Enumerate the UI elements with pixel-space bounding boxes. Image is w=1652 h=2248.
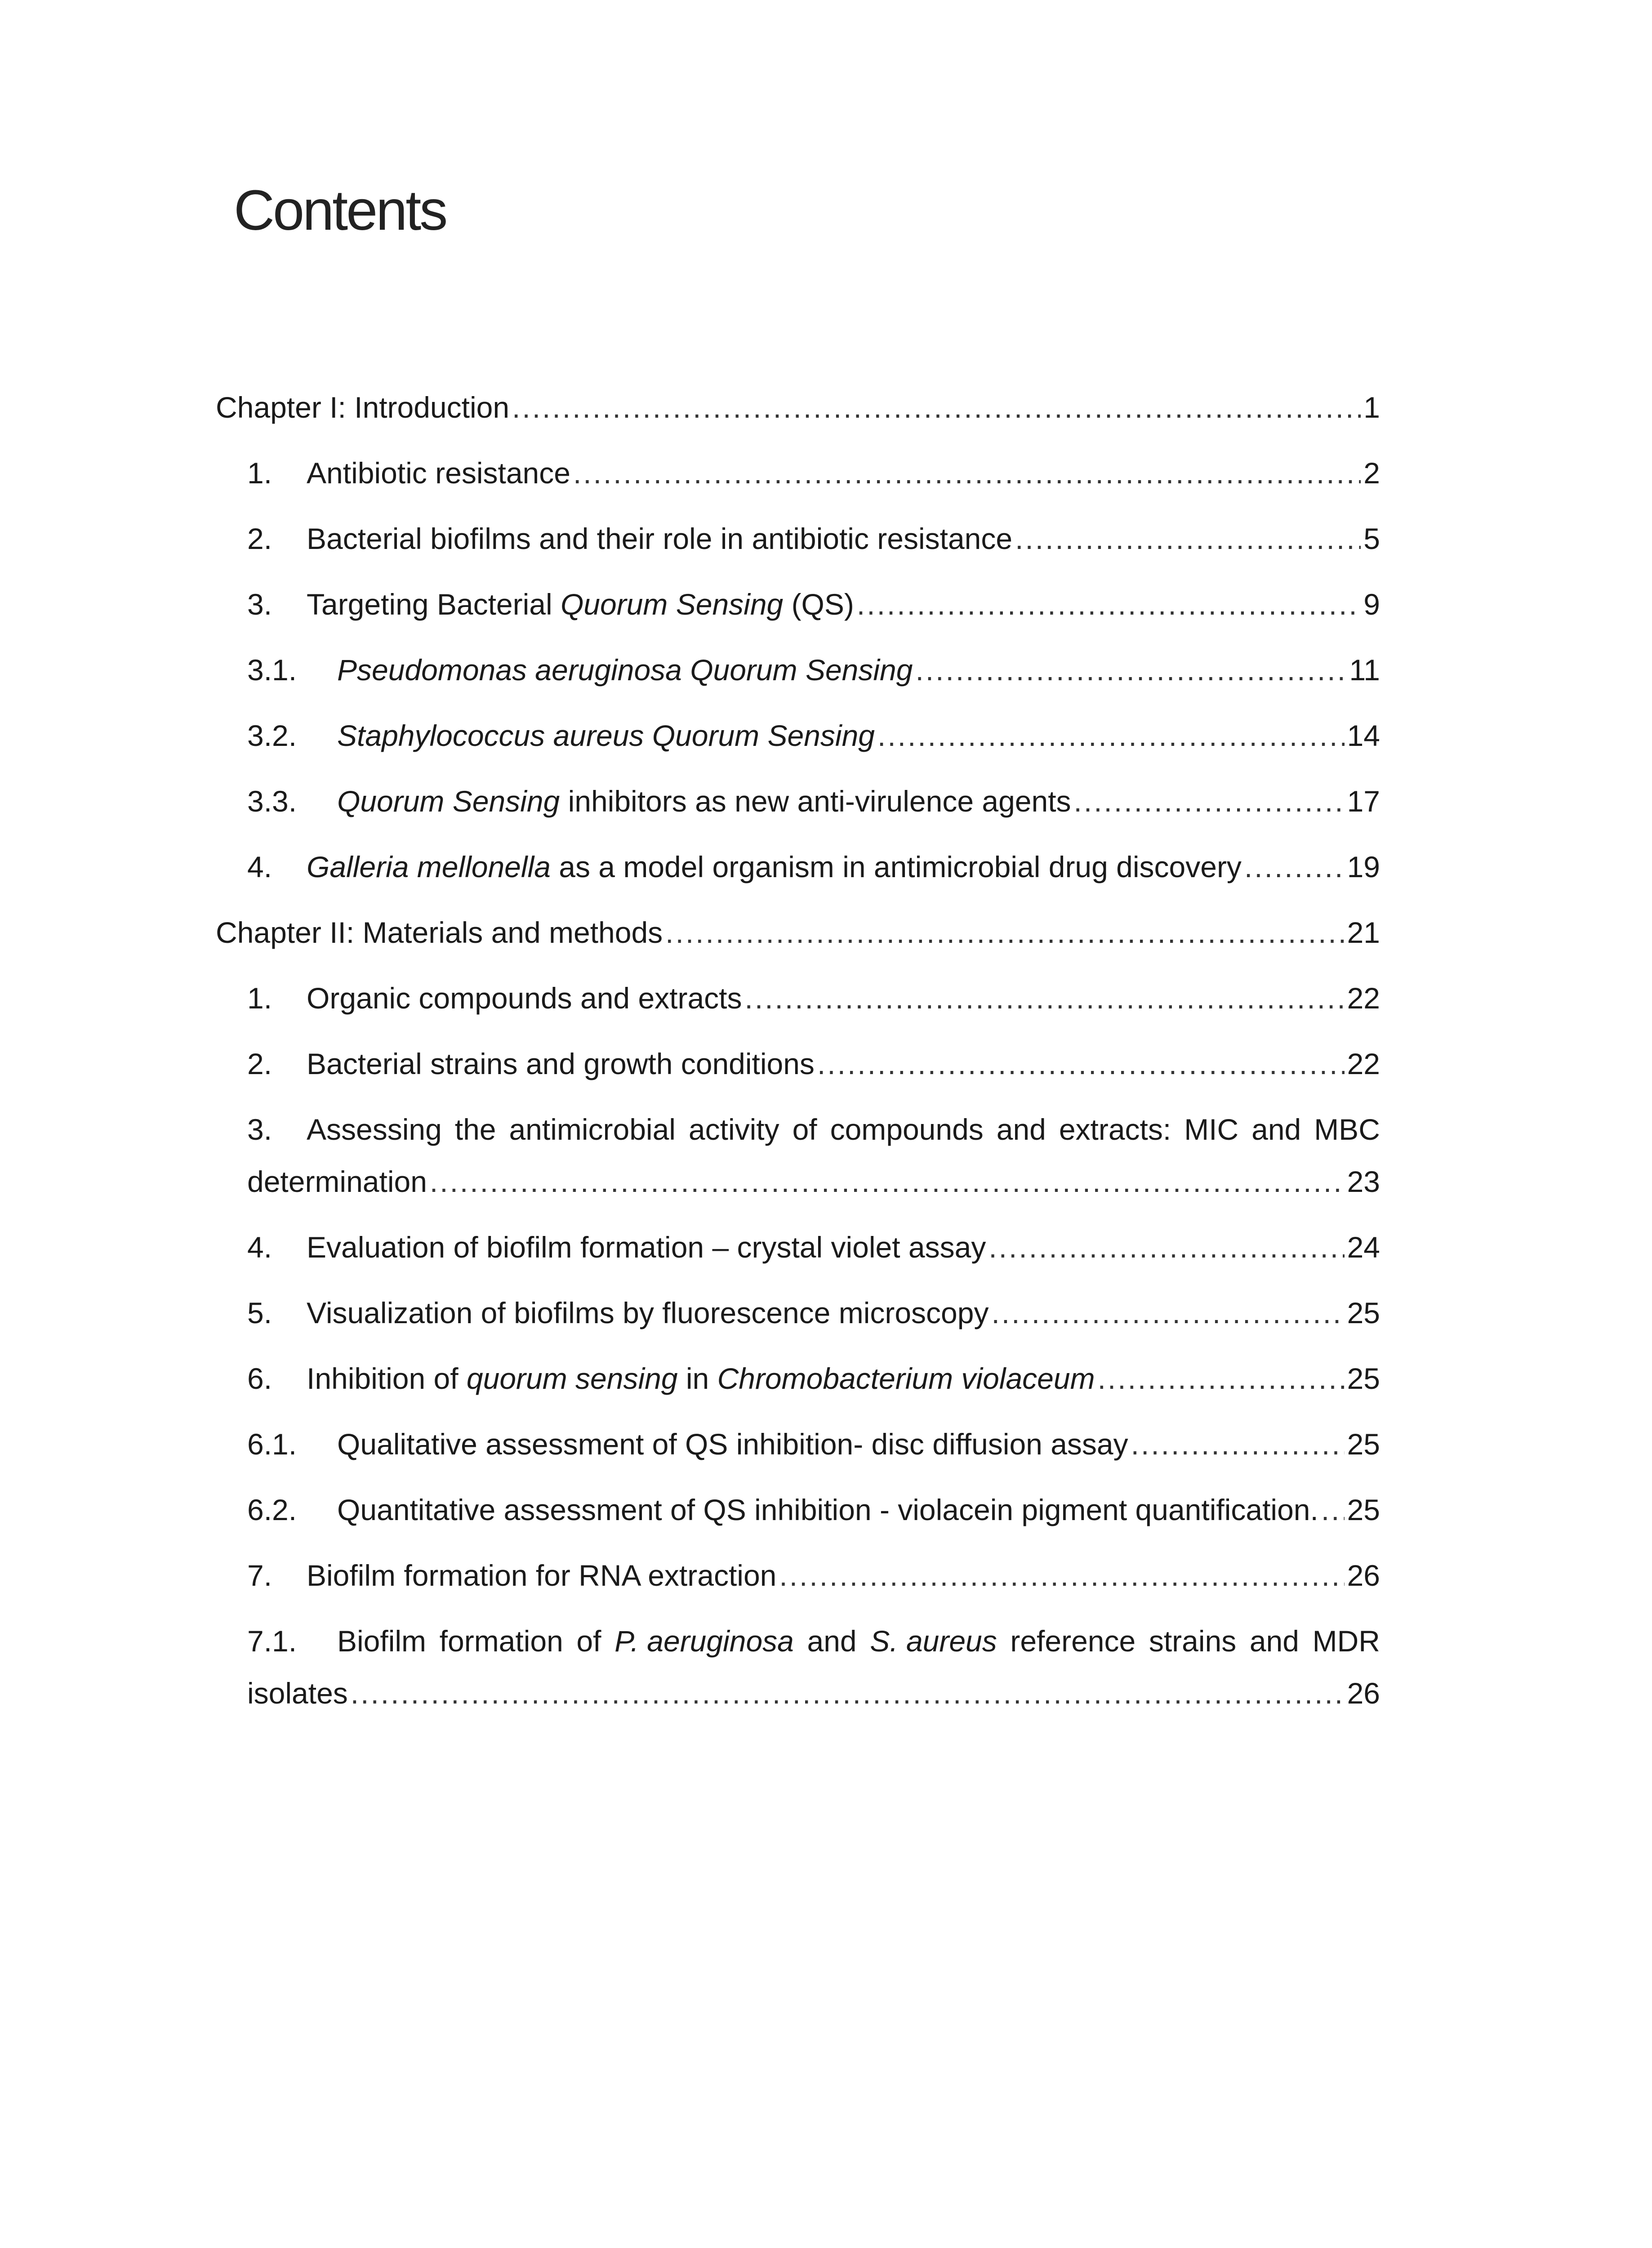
toc-entry-number: 2. [247, 522, 272, 555]
leader-dots [512, 387, 1361, 428]
toc-page-number: 25 [1347, 1427, 1380, 1461]
label-part: Inhibition of [307, 1362, 467, 1395]
label-word: MBC [1314, 1113, 1380, 1146]
label-word: Assessing [307, 1113, 442, 1146]
label-italic-word: P. aeruginosa [614, 1624, 794, 1658]
label-word: and [1249, 1624, 1299, 1658]
toc-entry-number: 3.1. [247, 653, 297, 687]
toc-entry-label [307, 584, 854, 625]
toc-entry-1-4[interactable] [216, 846, 1380, 888]
toc-entry-number: 3. [247, 588, 272, 621]
label-word: MDR [1312, 1624, 1380, 1658]
label-word: antimicrobial [509, 1113, 676, 1146]
toc-entry-label: Qualitative assessment of QS inhibition- disc diffusion assay [337, 1427, 1128, 1461]
toc-entry-number: 6. [247, 1362, 272, 1395]
toc-entry-number: 6.2. [247, 1493, 297, 1526]
toc-entry-label [307, 846, 1242, 888]
toc-page-number: 2 [1363, 456, 1380, 490]
label-word: compounds [830, 1113, 984, 1146]
toc-page-number: 14 [1347, 719, 1380, 752]
label-part: Targeting Bacterial [307, 588, 561, 621]
leader-dots [1015, 518, 1361, 559]
toc-entry-number: 3.2. [247, 719, 297, 752]
toc-entry-label: Chapter II: Materials and methods [216, 916, 663, 949]
leader-dots [665, 912, 1344, 953]
label-word: the [454, 1113, 496, 1146]
toc-entry-label: Biofilm formation for RNA extraction [307, 1559, 777, 1592]
toc-entry-label-line-2: determination [247, 1165, 427, 1198]
leader-dots [915, 649, 1346, 691]
leader-dots [877, 715, 1345, 756]
label-word: of [792, 1113, 817, 1146]
toc-page-number: 23 [1347, 1165, 1380, 1198]
toc-entry-2-6[interactable] [216, 1358, 1380, 1399]
leader-dots [430, 1161, 1345, 1202]
leader-dots [573, 452, 1361, 494]
leader-dots [1098, 1358, 1345, 1399]
label-word: and [996, 1113, 1046, 1146]
toc-page-number: 25 [1347, 1296, 1380, 1329]
toc-entry-number: 2. [247, 1047, 272, 1080]
label-part: (QS) [783, 588, 854, 621]
toc-entry-label: Bacterial biofilms and their role in antibiotic resistance [307, 522, 1013, 555]
toc-entry-number: 3.3. [247, 785, 297, 818]
toc-entry-1-3-2[interactable] [216, 715, 1380, 756]
toc-entry-chapter-1[interactable] [216, 387, 1380, 428]
label-italic-word: S. aureus [870, 1624, 997, 1658]
toc-page-number: 22 [1347, 981, 1380, 1015]
toc-page-number: 19 [1347, 850, 1380, 883]
toc-entry-1-2[interactable] [216, 518, 1380, 559]
toc-entry-label [337, 781, 1071, 822]
label-word: Biofilm [337, 1624, 427, 1658]
toc-page-number: 21 [1347, 916, 1380, 949]
toc-page-number: 1 [1363, 391, 1380, 424]
toc-entry-label: Bacterial strains and growth conditions [307, 1047, 815, 1080]
label-word: and [1251, 1113, 1301, 1146]
toc-entry-number: 5. [247, 1296, 272, 1329]
toc-entry-2-5[interactable] [216, 1292, 1380, 1334]
toc-page-number: 22 [1347, 1047, 1380, 1080]
leader-dots [857, 584, 1361, 625]
page-title: Contents [234, 178, 446, 242]
label-italic-part: Chromobacterium violaceum [717, 1362, 1095, 1395]
label-word: strains [1149, 1624, 1237, 1658]
toc-entry-2-7[interactable] [216, 1555, 1380, 1596]
label-word: of [576, 1624, 601, 1658]
label-part: in [677, 1362, 717, 1395]
toc-entry-label: Staphylococcus aureus Quorum Sensing [337, 719, 875, 752]
toc-entry-label: Visualization of biofilms by fluorescence microscopy [307, 1296, 989, 1329]
toc-entry-2-3-continued[interactable] [216, 1161, 1380, 1202]
label-word: reference [1010, 1624, 1136, 1658]
label-word: MIC [1184, 1113, 1239, 1146]
toc-entry-label-line-1 [307, 1109, 1380, 1150]
label-part: as a model organism in antimicrobial drug discovery [550, 850, 1242, 883]
leader-dots [989, 1227, 1344, 1268]
toc-entry-chapter-2[interactable] [216, 912, 1380, 953]
toc-entry-1-1[interactable] [216, 452, 1380, 494]
toc-entry-label: Evaluation of biofilm formation – crystal violet assay [307, 1231, 986, 1264]
toc-page-number: 5 [1363, 522, 1380, 555]
leader-dots [351, 1673, 1345, 1714]
leader-dots [1244, 846, 1345, 888]
leader-dots [991, 1292, 1344, 1334]
label-italic-part: Galleria mellonella [307, 850, 551, 883]
label-italic-part: Quorum Sensing [560, 588, 784, 621]
toc-entry-label-line-2: isolates [247, 1677, 348, 1710]
toc-entry-label-line-1 [337, 1620, 1380, 1662]
table-of-contents [216, 0, 1380, 2248]
toc-entry-1-3-1[interactable] [216, 649, 1380, 691]
label-word: formation [439, 1624, 563, 1658]
toc-entry-label: Antibiotic resistance [307, 456, 570, 490]
toc-entry-number: 7. [247, 1559, 272, 1592]
leader-dots [745, 977, 1345, 1019]
toc-entry-2-2[interactable] [216, 1043, 1380, 1084]
toc-entry-label [307, 1358, 1095, 1399]
toc-entry-2-1[interactable] [216, 977, 1380, 1019]
leader-dots [1074, 781, 1345, 822]
toc-entry-2-7-1-continued[interactable] [216, 1673, 1380, 1714]
toc-entry-label: Pseudomonas aeruginosa Quorum Sensing [337, 653, 913, 687]
leader-dots [1321, 1489, 1345, 1530]
toc-page-number: 25 [1347, 1362, 1380, 1395]
toc-entry-number: 6.1. [247, 1427, 297, 1461]
toc-entry-2-4[interactable] [216, 1227, 1380, 1268]
toc-entry-number: 4. [247, 850, 272, 883]
label-italic-part: Quorum Sensing [337, 785, 560, 818]
toc-page-number: 26 [1347, 1677, 1380, 1710]
toc-entry-number: 4. [247, 1231, 272, 1264]
toc-page-number: 24 [1347, 1231, 1380, 1264]
toc-entry-2-6-2[interactable] [216, 1489, 1380, 1530]
toc-entry-2-7-1[interactable] [216, 1620, 1380, 1662]
label-word: extracts: [1059, 1113, 1171, 1146]
toc-entry-label: Quantitative assessment of QS inhibition - violacein pigment quantification. [337, 1493, 1318, 1526]
label-word: activity [688, 1113, 779, 1146]
toc-entry-number: 7.1. [247, 1624, 297, 1658]
toc-entry-2-6-1[interactable] [216, 1423, 1380, 1465]
toc-entry-number: 1. [247, 981, 272, 1015]
toc-entry-label: Organic compounds and extracts [307, 981, 742, 1015]
toc-entry-number: 1. [247, 456, 272, 490]
toc-page-number: 9 [1363, 588, 1380, 621]
label-part: inhibitors as new anti-virulence agents [560, 785, 1071, 818]
toc-page-number: 11 [1349, 653, 1380, 687]
toc-entry-1-3-3[interactable] [216, 781, 1380, 822]
label-italic-part: quorum sensing [466, 1362, 678, 1395]
leader-dots [1131, 1423, 1345, 1465]
leader-dots [817, 1043, 1345, 1084]
leader-dots [779, 1555, 1344, 1596]
label-word: and [807, 1624, 857, 1658]
toc-entry-2-3[interactable] [216, 1109, 1380, 1150]
toc-entry-label: Chapter I: Introduction [216, 391, 510, 424]
toc-page-number: 17 [1347, 785, 1380, 818]
toc-page-number: 26 [1347, 1559, 1380, 1592]
toc-entry-1-3[interactable] [216, 584, 1380, 625]
toc-page-number: 25 [1347, 1493, 1380, 1526]
toc-entry-number: 3. [247, 1113, 272, 1146]
